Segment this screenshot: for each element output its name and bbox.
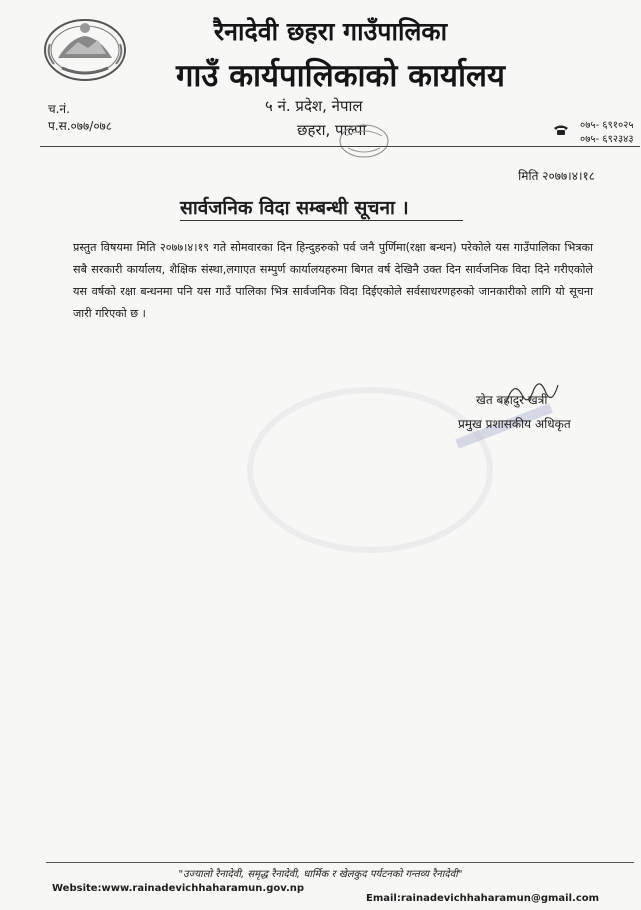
footer-website: Website:www.rainadevichhaharamun.gov.np — [52, 883, 305, 894]
phone-number-1: ०७५- ६९१०२५ — [580, 120, 634, 131]
office-stamp-mark — [338, 122, 390, 160]
signatory-name: खेत बहादुर खत्री — [476, 393, 548, 407]
telephone-icon — [553, 124, 569, 136]
office-name: गाउँ कार्यपालिकाको कार्यालय — [175, 58, 506, 94]
title-underline — [180, 220, 463, 221]
footer-email: Email:rainadevichhaharamun@gmail.com — [366, 893, 600, 904]
district-line: छहरा, पाल्पा — [297, 121, 367, 139]
fiscal-year: प.स.०७७/०७८ — [48, 119, 113, 133]
notice-body: प्रस्तुत विषयमा मिति २०७७।४।१९ गते सोमवारका दिन हिन्दुहरुको पर्व जनै पुर्णिमा(रक्षा बन्धन) परेकोले यस गाउँपालिका भित्रका सबै सरकारी कार्यालय, शैक्षिक संस्था,लगाएत सम्पुर्ण कार्यालयहरुमा बिगत वर्ष देखिनै उक्त दिन सार्वजनिक विदा दिने गरीएकोले यस वर्षको रक्षा बन्धनमा पनि यस गाउँ पालिका भित्र सार्वजनिक विदा दिईएकोले सर्वसाधरणहरुको जानकारीको लागि यो सूचना जारी गरिएको छ । — [73, 241, 593, 320]
signatory-designation: प्रमुख प्रशासकीय अधिकृत — [458, 417, 571, 431]
header-divider — [40, 146, 640, 147]
phone-number-2: ०७५- ६९२३४३ — [580, 134, 634, 145]
reference-number-label: च.नं. — [48, 102, 70, 116]
municipality-name: रैनादेवी छहरा गाउँपालिका — [213, 17, 448, 46]
notice-date: मिति २०७७।४।१८ — [518, 169, 595, 183]
footer-divider — [46, 862, 634, 863]
province-line: ५ नं. प्रदेश, नेपाल — [265, 97, 363, 115]
notice-title: सार्वजनिक विदा सम्बन्धी सूचना । — [180, 197, 409, 219]
footer-motto: "उज्यालो रैनादेवी, समृद्ध रैनादेवी, धार्मिक र खेलकुद पर्यटनको गन्तव्य रैनादेवी" — [178, 869, 463, 880]
